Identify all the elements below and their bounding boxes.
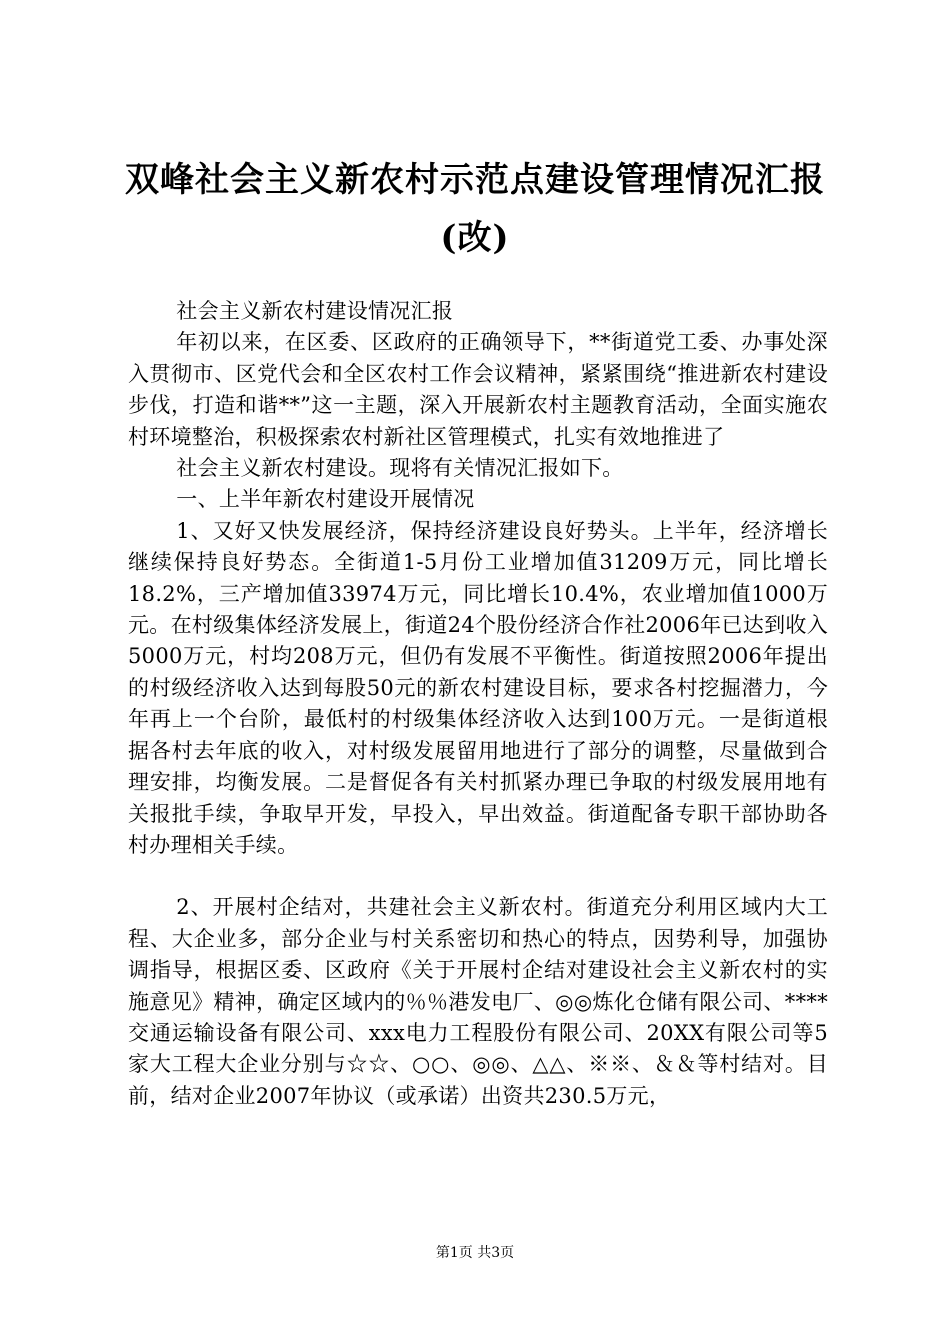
page-footer: 第1页 共3页 — [435, 1245, 515, 1261]
paragraph-subtitle: 社会主义新农村建设情况汇报 — [176, 299, 454, 323]
document-title: 双峰社会主义新农村示范点建设管理情况汇报 — [125, 160, 825, 200]
paragraph-economy: 1、又好又快发展经济，保持经济建设良好势头。上半年，经济增长继续保持良好势态。全街道1-5月份工业增加值31209万元，同比增长18.2%，三产增加值33974万元，同比增长10.4%，农业增加值1000万元。在村级集体经济发展上，街道24个股份经济合作社2006年已达到收入5000万元，村均208万元，但仍有发展不平衡性。街道按照2006年提出的村级经济收入达到每股50元的新农村建设目标，要求各村挖掘潜力，今年再上一个台阶，最低村的村级集体经济收入达到100万元。一是街道根据各村去年底的收入，对村级发展留用地进行了部分的调整，尽量做到合理安排，均衡发展。二是督促各有关村抓紧办理已争取的村级发展用地有关报批手续，争取早开发，早投入，早出效益。街道配备专职干部协助各村办理相关手续。 — [128, 518, 828, 857]
paragraph-intro: 年初以来，在区委、区政府的正确领导下，**街道党工委、办事处深入贯彻市、区党代会和全区农村工作会议精神，紧紧围绕“推进新农村建设步伐，打造和谐**”这一主题，深入开展新农村主题教育活动，全面实施农村环境整治，积极探索农村新社区管理模式，扎实有效地推进了 — [128, 330, 828, 449]
paragraph-village-enterprise: 2、开展村企结对，共建社会主义新农村。街道充分利用区域内大工程、大企业多，部分企业与村关系密切和热心的特点，因势利导，加强协调指导，根据区委、区政府《关于开展村企结对建设社会主义新农村的实施意见》精神，确定区域内的％％港发电厂、◎◎炼化仓储有限公司、****交通运输设备有限公司、xxx电力工程股份有限公司、20XX有限公司等5家大工程大企业分别与☆☆、○○、◎◎、△△、※※、＆＆等村结对。目前，结对企业2007年协议（或承诺）出资共230.5万元， — [128, 895, 828, 1108]
section-heading: 一、上半年新农村建设开展情况 — [176, 487, 475, 512]
document-title-suffix: (改) — [440, 218, 510, 258]
paragraph-intro-continued: 社会主义新农村建设。现将有关情况汇报如下。 — [176, 456, 624, 481]
document-body — [128, 296, 828, 1112]
